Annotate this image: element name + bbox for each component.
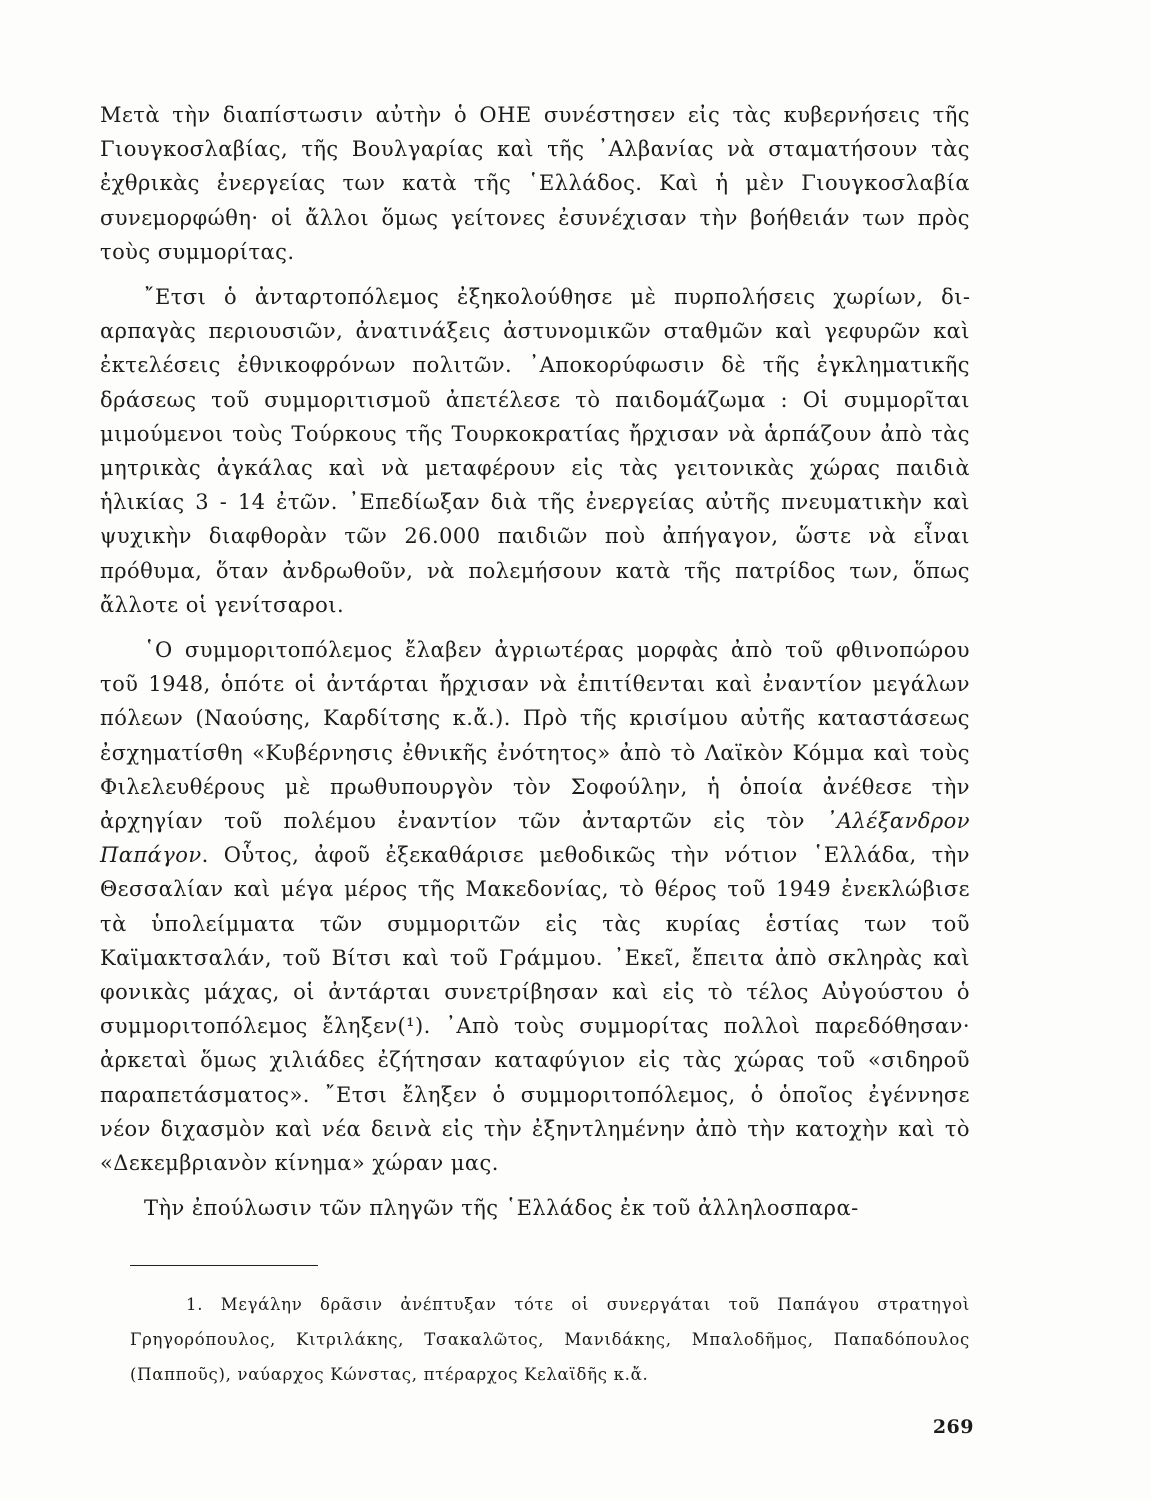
italic-name: ᾽Αλέξανδρον Παπάγον [100,809,970,868]
paragraph-2: ῎Ετσι ὁ ἀνταρτοπόλεμος ἐξηκολούθησε μὲ πυρπολήσεις χωρίων, διαρπαγὰς περιουσιῶν, ἀνατινάξεις ἀστυνομικῶν σταθμῶν καὶ γεφυρῶν καὶ ἐκτελέσεις ἐθνικοφρόνων πολιτῶν. ᾽Αποκορύφωσιν δὲ τῆς ἐγκληματικῆς δράσεως τοῦ συμμοριτισμοῦ ἀπετέλεσε τὸ παιδομάζωμα : Οἱ συμμορῖται μιμούμενοι τοὺς Τούρκους τῆς Τουρκοκρατίας ἤρχισαν νὰ ἁρπάζουν ἀπὸ τὰς μητρικὰς ἀγκάλας καὶ νὰ μεταφέρουν εἰς τὰς γειτονικὰς χώρας παιδιὰ ἡλικίας 3 - 14 ἐτῶν. ᾽Επεδίωξαν διὰ τῆς ἐνεργείας αὐτῆς πνευματικὴν καὶ ψυχικὴν διαφθορὰν τῶν 26.000 παιδιῶν ποὺ ἀπήγαγον, ὥστε νὰ εἶναι πρόθυμα, ὅταν ἀνδρωθοῦν, νὰ πολεμήσουν κατὰ τῆς πατρίδος των, ὅπως ἄλλοτε οἱ γενίτσαροι. [100,285,970,617]
footnote: 1. Μεγάλην δρᾶσιν ἀνέπτυξαν τότε οἱ συνεργάται τοῦ Παπάγου στρατηγοὶ Γρηγορόπουλος, Κιτριλάκης, Τσακαλῶτος, Μανιδάκης, Μπαλοδῆμος, Παπαδόπουλος (Παπποῦς), ναύαρχος Κώνστας, πτέραρχος Κελαϊδῆς κ.ἄ. [130,1295,970,1384]
body-text [100,98,970,1237]
paragraph-4: Τὴν ἐπούλωσιν τῶν πληγῶν τῆς ῾Ελλάδος ἐκ τοῦ ἀλληλοσπαρα- [144,1196,859,1221]
paragraph-3-text-start: ῾Ο συμμοριτοπόλεμος ἔλαβεν ἀγριωτέρας μορφὰς ἀπὸ τοῦ φθινοπώρου τοῦ 1948, ὁπότε οἱ ἀντάρται ἤρχισαν νὰ ἐπιτίθενται καὶ ἐναντίον μεγάλων πόλεων (Ναούσης, Καρδίτσης κ.ἄ.). Πρὸ τῆς κρισίμου αὐτῆς καταστάσεως ἐσχηματίσθη «Κυβέρνησις ἐθνικῆς ἐνότητος» ἀπὸ τὸ Λαϊκὸν Κόμμα καὶ τοὺς Φιλελευθέρους μὲ πρωθυπουργὸν τὸν Σοφούλην, ἡ ὁποία ἀνέθεσε τὴν ἀρχηγίαν τοῦ πολέμου ἐναντίον τῶν ἀνταρτῶν εἰς τὸν [100,638,970,834]
page-number: 269 [932,1416,974,1438]
paragraph-3 [100,633,970,1180]
paragraph-3-text-end: . Οὗτος, ἀφοῦ ἐξεκαθάρισε μεθοδικῶς τὴν νότιον ῾Ελλάδα, τὴν Θεσσαλίαν καὶ μέγα μέρος τῆς Μακεδονίας, τὸ θέρος τοῦ 1949 ἐνεκλώβισε τὰ ὑπολείμματα τῶν συμμοριτῶν εἰς τὰς κυρίας ἑστίας των τοῦ Καϊμακτσαλάν, τοῦ Βίτσι καὶ τοῦ Γράμμου. ᾽Εκεῖ, ἔπειτα ἀπὸ σκληρὰς καὶ φονικὰς μάχας, οἱ ἀντάρται συνετρίβησαν καὶ εἰς τὸ τέλος Αὐγούστου ὁ συμμοριτοπόλεμος ἔληξεν(¹). ᾽Απὸ τοὺς συμμορίτας πολλοὶ παρεδόθησαν· ἀρκεταὶ ὅμως χιλιάδες ἐζήτησαν καταφύγιον εἰς τὰς χώρας τοῦ «σιδηροῦ παραπετάσματος». ῎Ετσι ἔληξεν ὁ συμμοριτοπόλεμος, ὁ ὁποῖος ἐγέννησε νέον διχασμὸν καὶ νέα δεινὰ εἰς τὴν ἐξηντλημένην ἀπὸ τὴν κατοχὴν καὶ τὸ «Δεκεμβριανὸν κίνημα» χώραν μας. [100,843,970,1176]
paragraph-1: Μετὰ τὴν διαπίστωσιν αὐτὴν ὁ ΟΗΕ συνέστησεν εἰς τὰς κυβερνήσεις τῆς Γιουγκοσλαβίας, τῆς Βουλγαρίας καὶ τῆς ᾽Αλβανίας νὰ σταματήσουν τὰς ἐχθρικὰς ἐνεργείας των κατὰ τῆς ῾Ελλάδος. Καὶ ἡ μὲν Γιουγκοσλαβία συνεμορφώθη· οἱ ἄλλοι ὅμως γείτονες ἐσυνέχισαν τὴν βοήθειάν των πρὸς τοὺς συμμορίτας. [100,103,970,264]
footnote-separator [130,1265,318,1266]
